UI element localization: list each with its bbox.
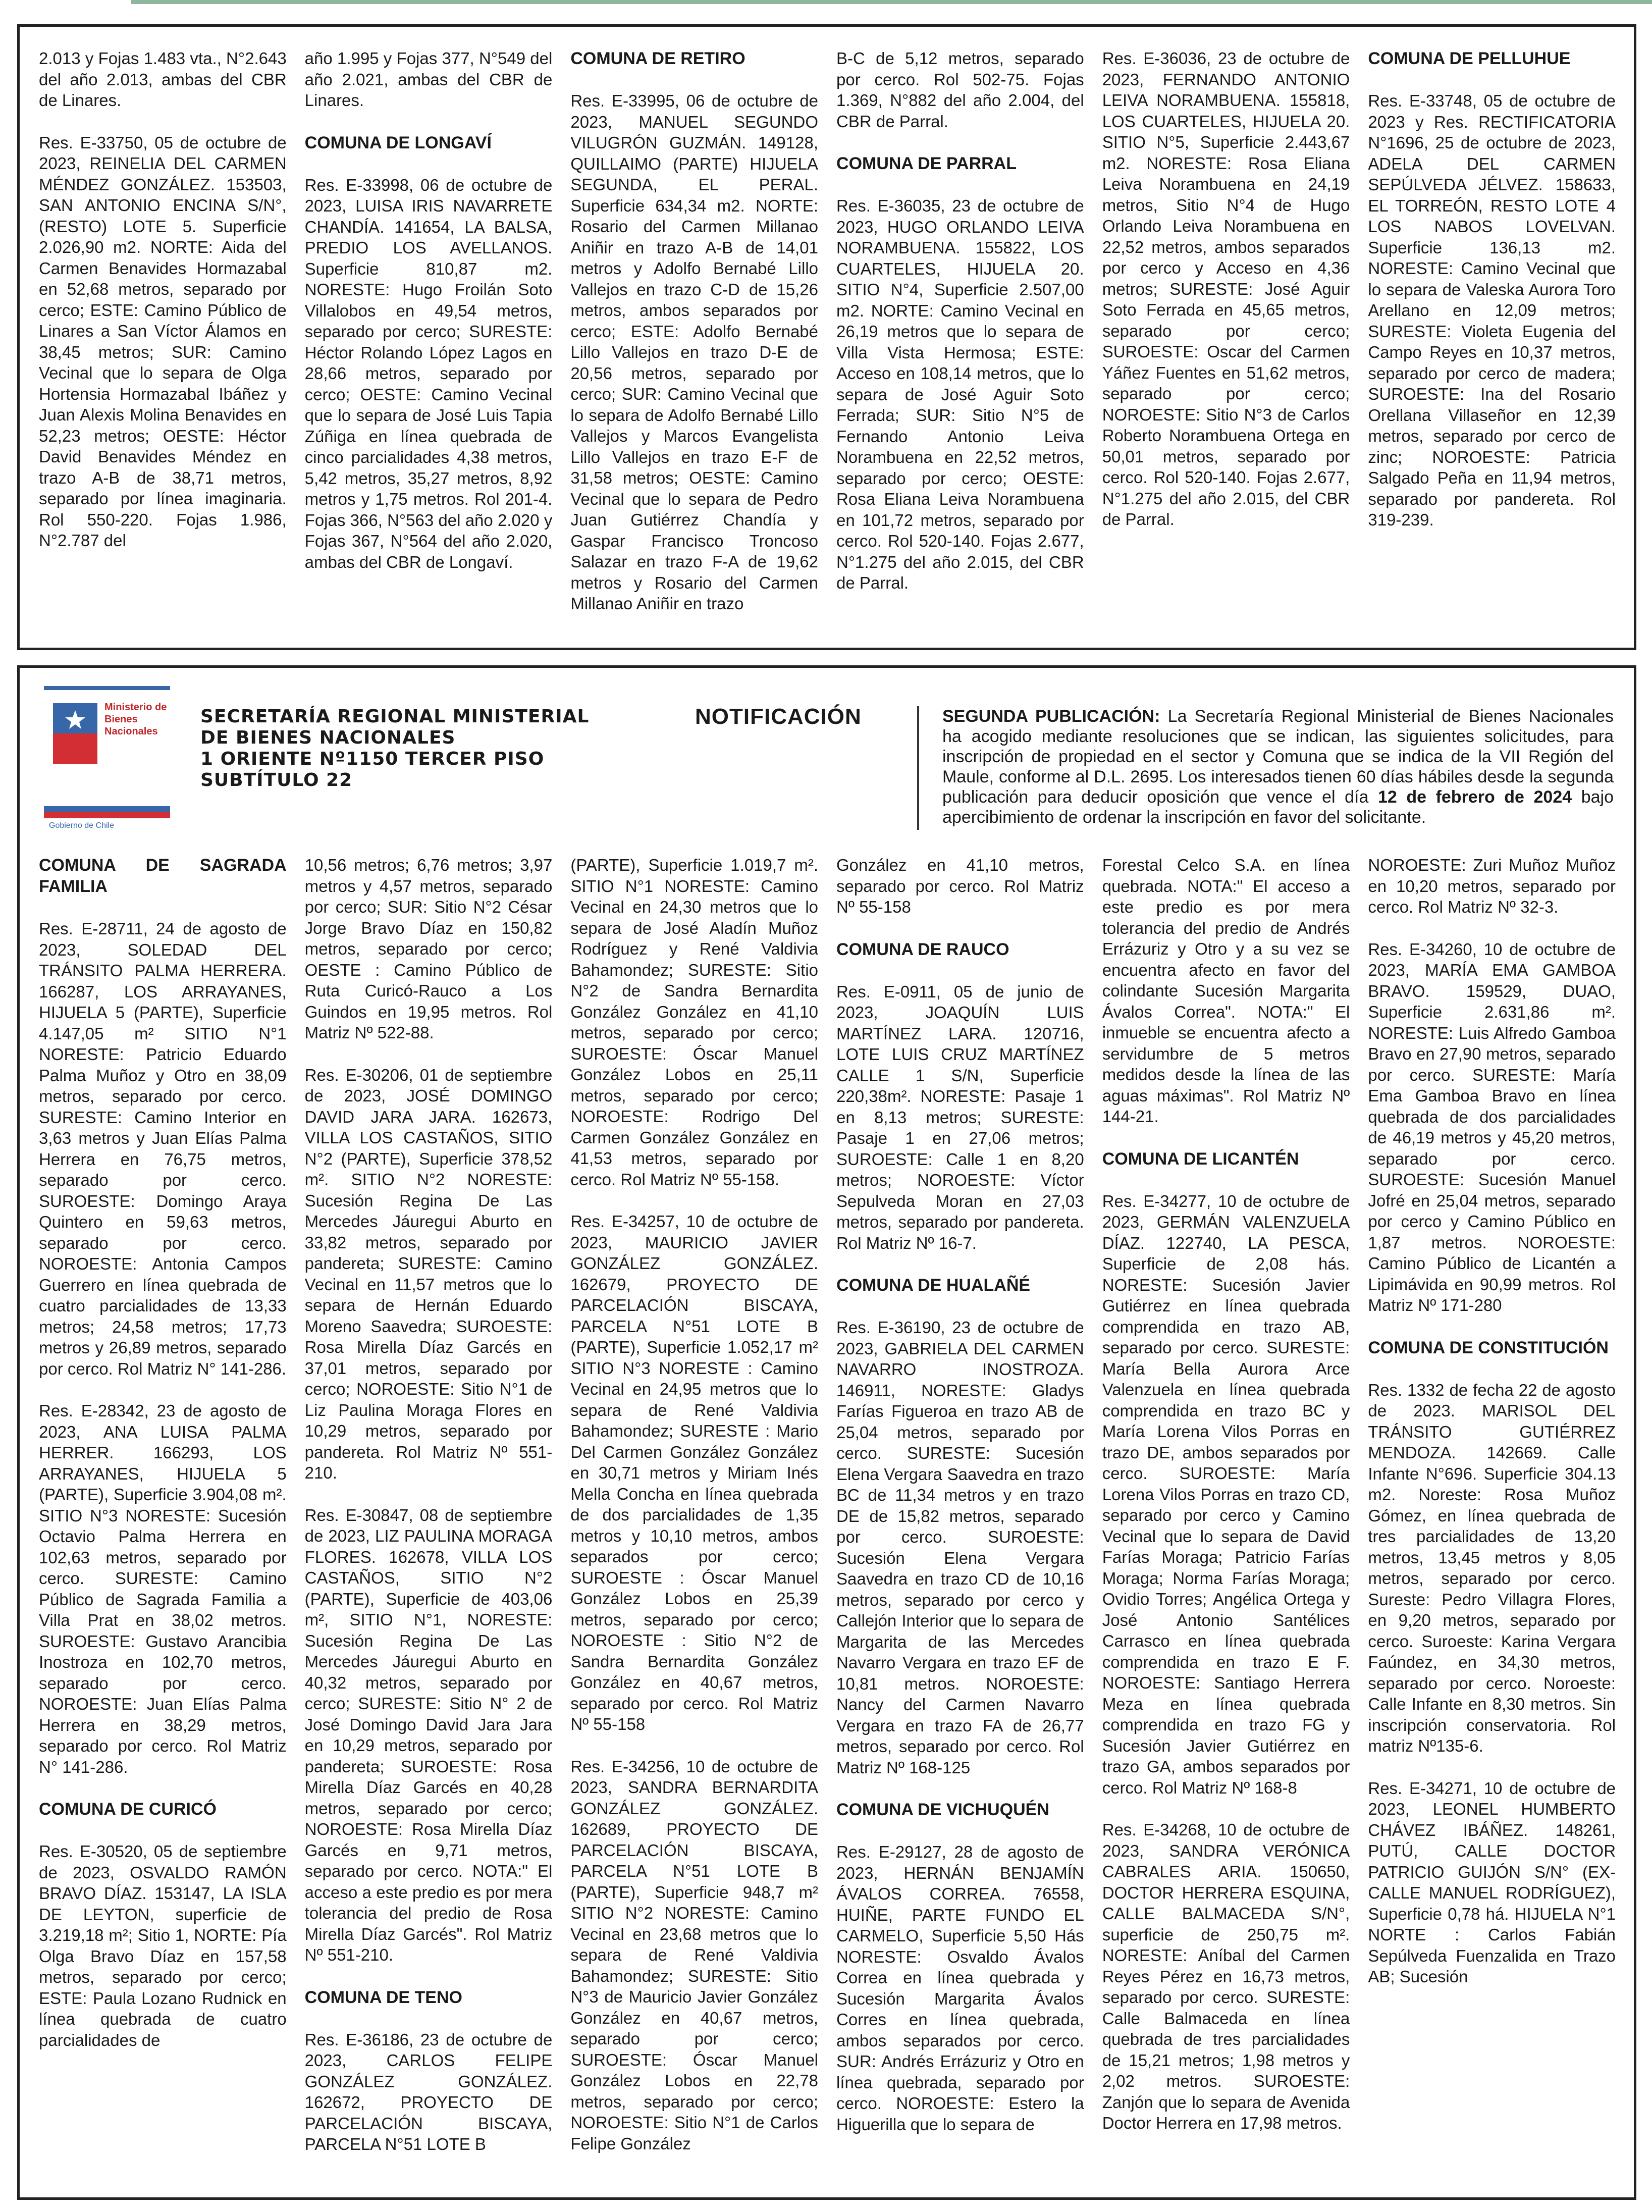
entry: Res. E-30206, 01 de septiembre de 2023, JOSÉ DOMINGO DAVID JARA JARA. 162673, VILLA LOS CASTAÑOS, SITIO N°2 (PARTE), Superficie 378,52 m². SITIO N°2 NORESTE: Sucesión Regina De Las Mercedes Jáuregui Aburto en 33,82 metros, separado por pandereta; SURESTE: Camino Vecinal en 11,57 metros que lo separa de Hernán Eduardo Moreno Saavedra; SUROESTE: Rosa Mirella Díaz Garcés en 37,01 metros, separado por cerco; NOROESTE: Sitio N°1 de Liz Paulina Moraga Flores en 10,29 metros, separado por pandereta. Rol Matriz Nº 551-210. — [304, 1065, 553, 1482]
top-column-2 — [305, 48, 553, 628]
logo-blue-band — [44, 806, 170, 812]
comuna-heading: COMUNA DE PELLUHUE — [1368, 49, 1571, 68]
entry: Res. E-33998, 06 de octubre de 2023, LUISA IRIS NAVARRETE CHANDÍA. 141654, LA BALSA, PREDIO LOS AVELLANOS. Superficie 810,87 m2. NORESTE: Hugo Froilán Soto Villalobos en 49,54 metros, separado por cerco; SURESTE: Héctor Rolando López Lagos en 28,66 metros, separado por cerco; OESTE: Camino Vecinal que lo separa de José Luis Tapia Zúñiga en línea quebrada de cinco parcialidades 4,38 metros, 5,42 metros, 35,27 metros, 8,92 metros y 1,75 metros. Rol 201-4. Fojas 366, N°563 del año 2.020 y Fojas 367, N°564 del año 2.020, ambas del CBR de Longaví. — [304, 175, 553, 571]
entry: Res. E-36186, 23 de octubre de 2023, CARLOS FELIPE GONZÁLEZ GONZÁLEZ. 162672, PROYECTO DE PARCELACIÓN BISCAYA, PARCELA N°51 LOTE B — [304, 2030, 553, 2153]
comuna-heading: COMUNA DE SAGRADA FAMILIA — [39, 856, 287, 896]
entry: Res. E-34260, 10 de octubre de 2023, MARÍA EMA GAMBOA BRAVO. 159529, DUAO, Superficie 2.631,86 m². NORESTE: Luis Alfredo Gamboa Bravo en 27,90 metros, separado por cerco. SURESTE: María Ema Gamboa Bravo en línea quebrada de dos parcialidades de 46,19 metros y 45,20 metros, separado por cerco. SUROESTE: Sucesión Manuel Jofré en 25,04 metros, separado por cerco y Camino Público en 1,87 metros. NOROESTE: Camino Público de Licantén a Lipimávida en 90,99 metros. Rol Matriz Nº 171-280 — [1368, 939, 1616, 1314]
entry: NOROESTE: Zuri Muñoz Muñoz en 10,20 metros, separado por cerco. Rol Matriz Nº 32-3. — [1368, 856, 1616, 916]
entry: Res. E-33750, 05 de octubre de 2023, REINELIA DEL CARMEN MÉNDEZ GONZÁLEZ. 153503, SAN ANTONIO ENCINA S/N°, (RESTO) LOTE 5. Superficie 2.026,90 m2. NORTE: Aida del Carmen Benavides Hormazabal en 52,68 metros, separado por cerco; ESTE: Camino Público de Linares a San Víctor Álamos en 38,45 metros; SUR: Camino Vecinal que lo separa de Olga Hortensia Hormazabal Ibáñez y Juan Alexis Molina Benavides en 52,23 metros; OESTE: Héctor David Benavides Méndez en trazo A-B de 38,71 metros, separado por línea imaginaria. Rol 550-220. Fojas 1.986, N°2.787 del — [39, 133, 287, 550]
notice-title: NOTIFICACIÓN — [695, 704, 862, 729]
entry: Res. E-28342, 23 de agosto de 2023, ANA LUISA PALMA HERRER. 166293, LOS ARRAYANES, HIJUELA 5 (PARTE), Superficie 3.904,08 m². SITIO N°3 NORESTE: Sucesión Octavio Palma Herrera en 102,63 metros, separado por cerco. SURESTE: Camino Público de Sagrada Familia a Villa Prat en 38,02 metros. SUROESTE: Gustavo Arancibia Inostroza en 102,70 metros, separado por cerco. NOROESTE: Juan Elías Palma Herrera en 38,29 metros, separado por cerco. Rol Matriz N° 141-286. — [39, 1401, 287, 1776]
comuna-heading: COMUNA DE VICHUQUÉN — [836, 1800, 1049, 1819]
logo-red-band — [44, 812, 170, 818]
entry: Res. E-28711, 24 de agosto de 2023, SOLEDAD DEL TRÁNSITO PALMA HERRERA. 166287, LOS ARRAYANES, HIJUELA 5 (PARTE), Superficie 4.147,05 m² SITIO N°1 NORESTE: Patricio Eduardo Palma Muñoz y Otro en 38,09 metros, separado por cerco. SURESTE: Camino Interior en 3,63 metros y Juan Elías Palma Herrera en 76,75 metros, separado por cerco. SUROESTE: Domingo Araya Quintero en 59,63 metros, separado por cerco. NOROESTE: Antonia Campos Guerrero en línea quebrada de cuatro parcialidades de 13,33 metros; 24,58 metros; 17,73 metros y 26,89 metros, separado por cerco. Rol Matriz N° 141-286. — [39, 919, 287, 1378]
top-column-3 — [570, 48, 818, 628]
entry: Res. E-34277, 10 de octubre de 2023, GERMÁN VALENZUELA DÍAZ. 122740, LA PESCA, Superficie de 2,08 hás. NORESTE: Sucesión Javier Gutiérrez en línea quebrada comprendida en trazo AB, separado por cerco. SURESTE: María Bella Aurora Arce Valenzuela en línea quebrada comprendida en trazo BC y María Lorena Vilos Porras en trazo DE, ambos separados por cerco. SUROESTE: María Lorena Vilos Porras en trazo CD, separado por cerco y Camino Vecinal que lo separa de David Farías Moraga; Patricio Farías Moraga; Norma Farías Moraga; Ovidio Torres; Angélica Ortega y José Antonio Santélices Carrasco en línea quebrada comprendida en trazo E F. NOROESTE: Santiago Herrera Meza en línea quebrada comprendida en trazo FG y Sucesión Javier Gutiérrez en trazo GA, ambos separados por cerco. Rol Matriz Nº 168-8 — [1102, 1191, 1350, 1797]
bottom-column-5 — [1102, 855, 1350, 2187]
entry: 10,56 metros; 6,76 metros; 3,97 metros y 4,57 metros, separado por cerco; SUR: Sitio N°2 César Jorge Bravo Díaz en 150,82 metros, separado por cerco; OESTE : Camino Público de Ruta Curicó-Rauco a Los Guindos en 19,95 metros. Rol Matriz Nº 522-88. — [304, 856, 553, 1042]
entry: Res. E-30520, 05 de septiembre de 2023, OSVALDO RAMÓN BRAVO DÍAZ. 153147, LA ISLA DE LEYTON, superficie de 3.219,18 m²; Sitio 1, NORTE: Pía Olga Bravo Díaz en 157,58 metros, separado por cerco; ESTE: Paula Lozano Rudnick en línea quebrada de cuatro parcialidades de — [39, 1842, 287, 2049]
top-column-6 — [1368, 48, 1616, 628]
entry: Forestal Celco S.A. en línea quebrada. NOTA:" El acceso a este predio es por mera tolerancia del predio de Andrés Errázuriz y Otro y a su vez se encuentra afecto en favor del colindante Sucesión Margarita Ávalos Correa". NOTA:" El inmueble se encuentra afecto a servidumbre de 5 metros medidos desde la línea de las aguas máximas". Rol Matriz Nº 144-21. — [1102, 856, 1350, 1126]
bottom-column-3 — [570, 855, 818, 2187]
top-accent-bar — [0, 0, 1652, 4]
comuna-heading: COMUNA DE PARRAL — [836, 154, 1017, 173]
bottom-column-4 — [836, 855, 1084, 2187]
office-address: SECRETARÍA REGIONAL MINISTERIAL DE BIENES NACIONALES 1 ORIENTE Nº1150 TERCER PISO SUBTÍTULO 22 — [200, 706, 590, 791]
entry: Res. E-36036, 23 de octubre de 2023, FERNANDO ANTONIO LEIVA NORAMBUENA. 155818, LOS CUARTELES, HIJUELA 20. SITIO N°5, Superficie 2.443,67 m2. NORESTE: Rosa Eliana Leiva Norambuena en 24,19 metros, Sitio N°4 de Hugo Orlando Leiva Norambuena en 22,52 metros, ambos separados por cerco y Acceso en 4,36 metros; SURESTE: José Aguir Soto Ferrada en 45,65 metros, separado por cerco; SUROESTE: Oscar del Carmen Yáñez Fuentes en 51,62 metros, separado por cerco; NOROESTE: Sitio N°3 de Carlos Roberto Norambuena Ortega en 50,01 metros, separado por cerco. Rol 520-140. Fojas 2.677, N°1.275 del año 2.015, del CBR de Parral. — [1102, 49, 1350, 529]
entry: Res. 1332 de fecha 22 de agosto de 2023. MARISOL DEL TRÁNSITO GUTIÉRREZ MENDOZA. 142669. Calle Infante N°696. Superficie 304.13 m2. Noreste: Rosa Muñoz Gómez, en línea quebrada de tres parcialidades de 13,20 metros, 13,45 metros y 8,05 metros, separado por cerco. Sureste: Pedro Villagra Flores, en 9,20 metros, separado por cerco. Suroeste: Karina Vergara Faúndez, en 34,30 metros, separado por cerco. Noroeste: Calle Infante en 8,30 metros. Sin inscripción conservatoria. Rol matriz Nº135-6. — [1368, 1380, 1616, 1755]
entry: Res. E-29127, 28 de agosto de 2023, HERNÁN BENJAMÍN ÁVALOS CORREA. 76558, HUIÑE, PARTE FUNDO EL CARMELO, Superficie 5,50 Hás NORESTE: Osvaldo Ávalos Correa en línea quebrada y Sucesión Margarita Ávalos Corres en línea quebrada, ambos separados por cerco. SUR: Andrés Errázuriz y Otro en línea quebrada, separado por cerco. NOROESTE: Estero la Higuerilla que lo separa de — [836, 1842, 1084, 2134]
bottom-columns — [39, 855, 1616, 2187]
entry: Res. E-34257, 10 de octubre de 2023, MAURICIO JAVIER GONZÁLEZ GONZÁLEZ. 162679, PROYECTO DE PARCELACIÓN BISCAYA, PARCELA N°51 LOTE B (PARTE), Superficie 1.052,17 m² SITIO N°3 NORESTE : Camino Vecinal en 24,95 metros que lo separa de René Valdivia Bahamondez; SURESTE : Mario Del Carmen González González en 30,71 metros y Miriam Inés Mella Concha en línea quebrada de dos parcialidades de 1,35 metros y 10,10 metros, ambos separados por cerco; SUROESTE : Óscar Manuel González Lobos en 25,39 metros, separado por cerco; NOROESTE : Sitio N°2 de Sandra Bernardita González González en 40,67 metros, separado por cerco. Rol Matriz Nº 55-158 — [570, 1212, 819, 1733]
comuna-heading: COMUNA DE HUALAÑÉ — [836, 1276, 1031, 1295]
comuna-heading: COMUNA DE CURICÓ — [39, 1800, 217, 1819]
top-columns — [39, 48, 1616, 628]
entry: Res. E-34256, 10 de octubre de 2023, SANDRA BERNARDITA GONZÁLEZ GONZÁLEZ. 162689, PROYECTO DE PARCELACIÓN BISCAYA, PARCELA N°51 LOTE B (PARTE), Superficie 948,7 m² SITIO N°2 NORESTE: Camino Vecinal en 23,68 metros que lo separa de René Valdivia Bahamondez; SURESTE: Sitio N°3 de Mauricio Javier González González en 40,67 metros, separado por cerco; SUROESTE: Óscar Manuel González Lobos en 22,78 metros, separado por cerco; NOROESTE: Sitio N°1 de Carlos Felipe González — [570, 1757, 819, 2153]
header-divider — [917, 706, 919, 830]
top-accent-gap — [0, 0, 131, 4]
entry: 2.013 y Fojas 1.483 vta., N°2.643 del año 2.013, ambas del CBR de Linares. — [39, 49, 287, 110]
entry: González en 41,10 metros, separado por cerco. Rol Matriz Nº 55-158 — [836, 856, 1084, 916]
entry: Res. E-30847, 08 de septiembre de 2023, LIZ PAULINA MORAGA FLORES. 162678, VILLA LOS CASTAÑOS, SITIO N°2 (PARTE), Superficie de 403,06 m², SITIO N°1, NORESTE: Sucesión Regina De Las Mercedes Jáuregui Aburto en 40,32 metros, separado por cerco; SURESTE: Sitio N° 2 de José Domingo David Jara Jara en 10,29 metros, separado por pandereta; SUROESTE: Rosa Mirella Díaz Garcés en 40,28 metros, separado por cerco; NOROESTE: Rosa Mirella Díaz Garcés en 9,71 metros, separado por cerco. NOTA:" El acceso a este predio es por mera tolerancia del predio de Rosa Mirella Díaz Garcés". Rol Matriz Nº 551-210. — [304, 1505, 553, 1964]
entry: Res. E-34271, 10 de octubre de 2023, LEONEL HUMBERTO CHÁVEZ IBÁÑEZ. 148261, PUTÚ, CALLE DOCTOR PATRICIO GUIJÓN S/N° (EX-CALLE MANUEL RODRÍGUEZ), Superficie 0,78 há. HIJUELA N°1 NORTE : Carlos Fabián Sepúlveda Fuenzalida en Trazo AB; Sucesión — [1368, 1778, 1616, 1986]
entry: año 1.995 y Fojas 377, N°549 del año 2.021, ambas del CBR de Linares. — [304, 49, 553, 110]
notice-text: SEGUNDA PUBLICACIÓN: La Secretaría Regional Ministerial de Bienes Nacionales ha acogido mediante resoluciones que se indican, las siguientes solicitudes, para inscripción de propiedad en el sector y Comuna que se indica de la VII Región del Maule, conforme al D.L. 2695. Los interesados tienen 60 días hábiles desde la segunda publicación para deducir oposición que vence el día 12 de febrero de 2024 bajo apercibimiento de ordenar la inscripción en favor del solicitante. — [942, 707, 1614, 827]
top-column-5 — [1102, 48, 1350, 628]
entry: Res. E-33995, 06 de octubre de 2023, MANUEL SEGUNDO VILUGRÓN GUZMÁN. 149128, QUILLAIMO (PARTE) HIJUELA SEGUNDA, EL PERAL. Superficie 634,34 m2. NORTE: Rosario del Carmen Millanao Aniñir en trazo A-B de 14,01 metros y Adolfo Bernabé Lillo Vallejos en trazo C-D de 15,26 metros, ambos separados por cerco; ESTE: Adolfo Bernabé Lillo Vallejos en trazo D-E de 20,56 metros, separado por cerco; SUR: Camino Vecinal que lo separa de Adolfo Bernabé Lillo Vallejos y Marcos Evangelista Lillo Vallejos en trazo E-F de 31,58 metros; OESTE: Camino Vecinal que lo separa de Pedro Juan Gutiérrez Chandía y Gaspar Francisco Troncoso Salazar en trazo F-A de 19,62 metros y Rosario del Carmen Millanao Aniñir en trazo — [570, 91, 819, 613]
bottom-column-2 — [305, 855, 553, 2187]
bottom-notice-frame — [17, 665, 1636, 2200]
entry: Res. E-36035, 23 de octubre de 2023, HUGO ORLANDO LEIVA NORAMBUENA. 155822, LOS CUARTELES, HIJUELA 20. SITIO N°4, Superficie 2.507,00 m2. NORTE: Camino Vecinal en 26,19 metros que lo separa de Villa Vista Hermosa; ESTE: Acceso en 108,14 metros, que lo separa de José Aguir Soto Ferrada; SUR: Sitio N°5 de Fernando Antonio Leiva Norambuena en 22,52 metros, separado por cerco; OESTE: Rosa Eliana Leiva Norambuena en 101,72 metros, separado por cerco. Rol 520-140. Fojas 2.677, N°1.275 del año 2.015, del CBR de Parral. — [836, 196, 1084, 592]
entry: Res. E-33748, 05 de octubre de 2023 y Res. RECTIFICATORIA N°1696, 25 de octubre de 2023, ADELA DEL CARMEN SEPÚLVEDA JÉLVEZ. 158633, EL TORREÓN, RESTO LOTE 4 LOS NABOS LOVELVAN. Superficie 136,13 m2. NORESTE: Camino Vecinal que lo separa de Valeska Aurora Toro Arellano en 12,09 metros; SURESTE: Violeta Eugenia del Campo Reyes en 10,37 metros, separado por cerco de madera; SUROESTE: Ina del Rosario Orellana Villaseñor en 12,39 metros, separado por cerco de zinc; NOROESTE: Patricia Salgado Peña en 11,94 metros, separado por pandereta. Rol 319-239. — [1368, 91, 1616, 529]
entry: Res. E-34268, 10 de octubre de 2023, SANDRA VERÓNICA CABRALES ARIA. 150650, DOCTOR HERRERA ESQUINA, CALLE BALMACEDA S/N°, superficie de 250,75 m². NORESTE: Aníbal del Carmen Reyes Pérez en 16,73 metros, separado por cerco. SURESTE: Calle Balmaceda en línea quebrada de tres parcialidades de 15,21 metros; 1,98 metros y 2,02 metros. SUROESTE: Zanjón que lo separa de Avenida Doctor Herrera en 17,98 metros. — [1102, 1820, 1350, 2132]
entry: Res. E-0911, 05 de junio de 2023, JOAQUÍN LUIS MARTÍNEZ LARA. 120716, LOTE LUIS CRUZ MARTÍNEZ CALLE 1 S/N, Superficie 220,38m². NORESTE: Pasaje 1 en 8,13 metros; SURESTE: Pasaje 1 en 27,06 metros; SUROESTE: Calle 1 en 8,20 metros; NOROESTE: Víctor Sepulveda Moran en 27,03 metros, separado por pandereta. Rol Matriz Nº 16-7. — [836, 982, 1084, 1252]
comuna-heading: COMUNA DE RETIRO — [570, 49, 745, 68]
notice-header — [39, 686, 1616, 832]
logo-text: Ministerio de Bienes Nacionales — [104, 702, 167, 737]
logo-footer: Gobierno de Chile — [49, 821, 114, 830]
entry: B-C de 5,12 metros, separado por cerco. Rol 502-75. Fojas 1.369, N°882 del año 2.004, del CBR de Parral. — [836, 49, 1084, 131]
comuna-heading: COMUNA DE CONSTITUCIÓN — [1368, 1338, 1609, 1357]
entry: Res. E-36190, 23 de octubre de 2023, GABRIELA DEL CARMEN NAVARRO INOSTROZA. 146911, NORESTE: Gladys Farías Figueroa en trazo AB de 25,04 metros, separado por cerco. SURESTE: Sucesión Elena Vergara Saavedra en trazo BC de 11,34 metros y en trazo DE de 15,82 metros, separado por cerco. SUROESTE: Sucesión Elena Vergara Saavedra en trazo CD de 10,16 metros, separado por cerco y Callejón Interior que lo separa de Margarita de las Mercedes Navarro Vergara en trazo EF de 10,81 metros. NOROESTE: Nancy del Carmen Navarro Vergara en trazo FA de 26,77 metros, separado por cerco. Rol Matriz Nº 168-125 — [836, 1318, 1084, 1777]
entry: (PARTE), Superficie 1.019,7 m². SITIO N°1 NORESTE: Camino Vecinal en 24,30 metros que lo separa de José Aladín Muñoz Rodríguez y René Valdivia Bahamondez; SURESTE: Sitio N°2 de Sandra Bernardita González González en 41,10 metros, separado por cerco; SUROESTE: Óscar Manuel González Lobos en 25,11 metros, separado por cerco; NOROESTE: Rodrigo Del Carmen González González en 41,53 metros, separado por cerco. Rol Matriz Nº 55-158. — [570, 856, 819, 1189]
comuna-heading: COMUNA DE LONGAVÍ — [304, 133, 492, 152]
bottom-column-1 — [39, 855, 287, 2187]
comuna-heading: COMUNA DE LICANTÉN — [1102, 1149, 1299, 1169]
top-column-4 — [836, 48, 1084, 628]
bottom-column-6 — [1368, 855, 1616, 2187]
ministry-logo — [44, 686, 170, 832]
coat-of-arms-icon — [51, 701, 99, 767]
top-column-1 — [39, 48, 287, 628]
comuna-heading: COMUNA DE TENO — [304, 1987, 462, 2007]
comuna-heading: COMUNA DE RAUCO — [836, 939, 1009, 959]
top-notice-frame — [17, 24, 1636, 650]
